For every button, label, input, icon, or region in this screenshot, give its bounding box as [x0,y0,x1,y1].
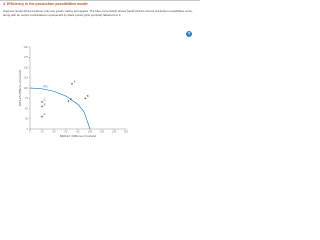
x-tick-label: 140 [111,130,117,134]
x-tick-label: 120 [99,130,105,134]
point-label-f: F [43,112,46,117]
y-tick-label: 50 [25,107,28,111]
y-tick-label: 200 [23,45,28,49]
x-axis-label: BARLEY (Millions of bushels) [59,134,97,138]
x-tick-label: 40 [52,130,56,134]
y-tick-label: 100 [23,86,28,90]
x-tick-label: 80 [76,130,80,134]
point-label-e: E [43,102,46,107]
y-tick-label: 175 [23,56,28,60]
x-tick-label: 20 [40,130,44,134]
x-tick-label: 160 [123,130,129,134]
y-tick-label: 75 [25,97,28,101]
x-tick-label: 0 [29,130,31,134]
y-tick-label: 0 [26,127,28,131]
x-tick-label: 60 [64,130,68,134]
y-tick-label: 150 [23,66,28,70]
ppc-chart[interactable] [0,0,200,143]
question-title: 4. Efficiency in the production possibilities model [3,2,88,6]
point-label-d: D [70,96,73,101]
point-label-a: A [73,79,76,84]
question-text: Suppose South Africa produces only two goods: barley and apples. The blue curve below shows South Africa's current production possibilities curve, along with an output combinations represented by black points (plus symbols) labeled A to F. [3,9,193,18]
ppc-curve [30,88,90,129]
x-tick-label: 100 [87,130,93,134]
y-tick-label: 125 [23,76,28,80]
y-tick-label: 25 [25,117,28,121]
point-label-b: B [86,94,89,99]
ppc-curve-label: PPC [43,85,49,89]
y-axis-label: APPLES (Millions of bushels) [18,69,22,107]
help-button[interactable]: ? [187,31,191,36]
point-label-c: C [43,97,46,102]
